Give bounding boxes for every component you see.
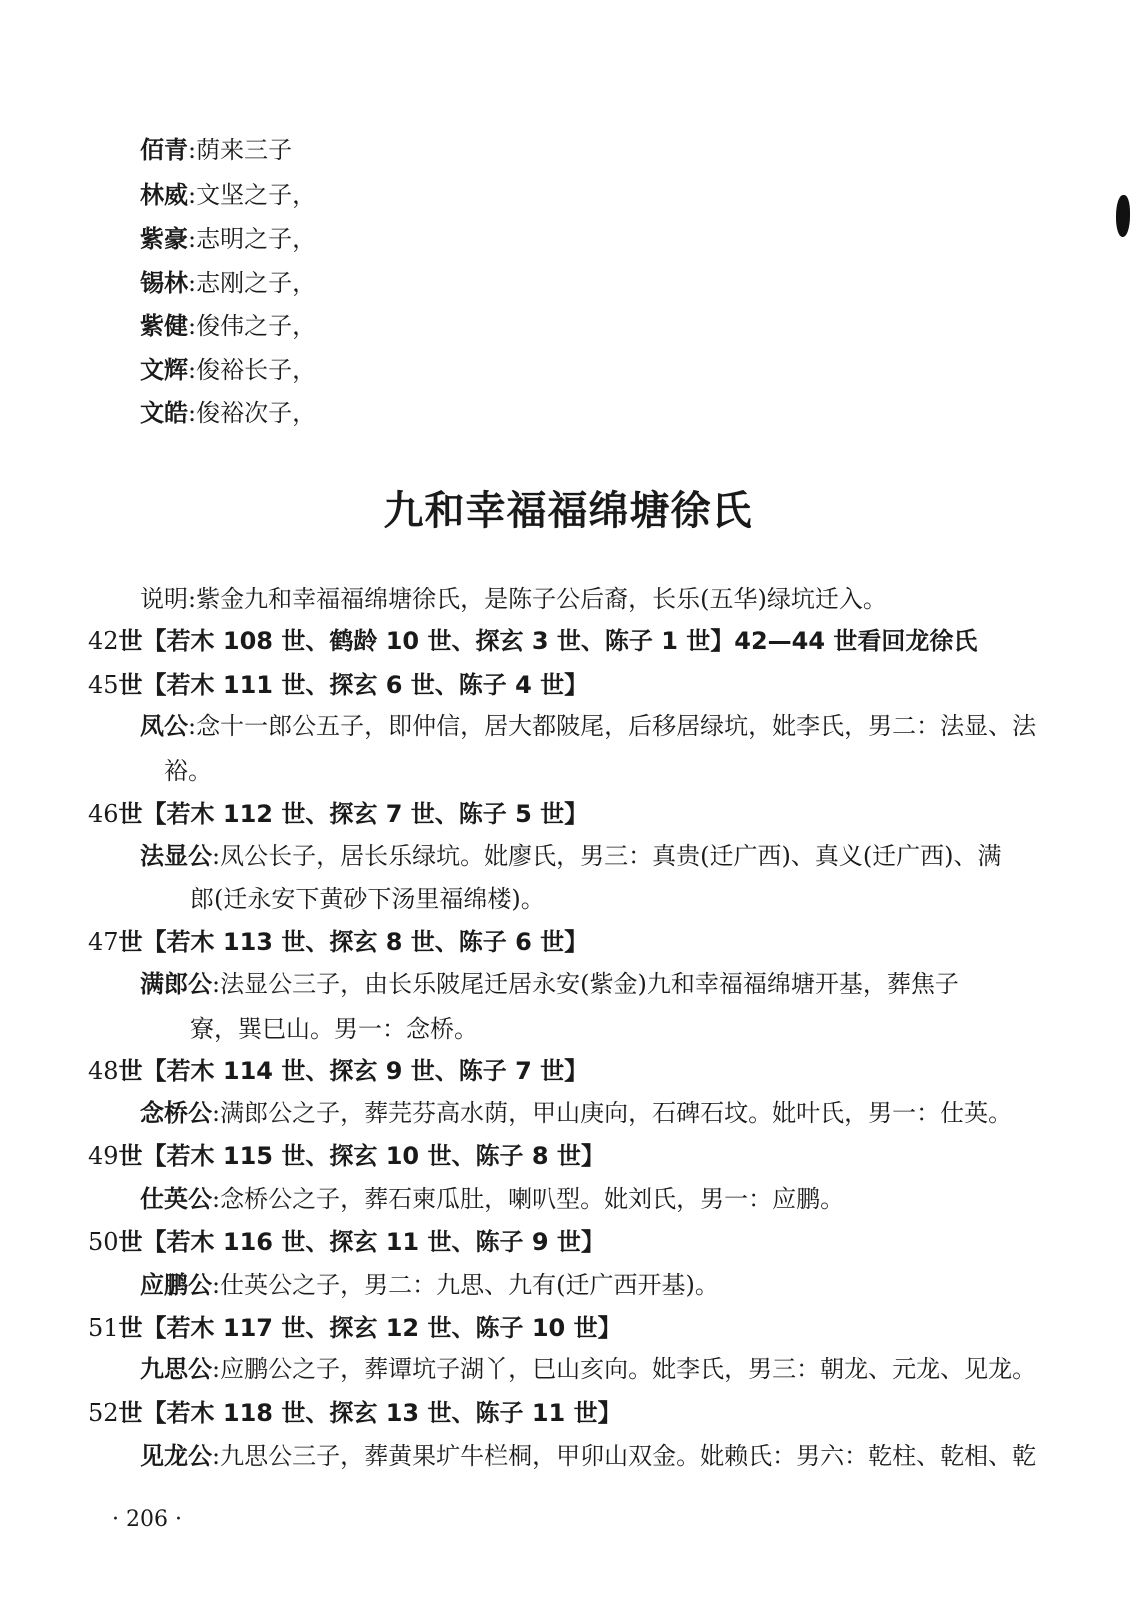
person-text: 念十一郎公五子，即仲信，居大都陂尾，后移居绿坑，妣李氏，男二：法显、法	[196, 712, 1037, 740]
person-entry	[140, 969, 959, 999]
person-text-continued: 郎(迁永安下黄砂下汤里福绵楼)。	[190, 885, 545, 913]
entry-sep: :	[188, 356, 197, 384]
generation-number: 47	[88, 928, 119, 956]
entry-name: 佰青	[140, 136, 188, 164]
person-sep: :	[188, 712, 197, 740]
entry-sep: :	[188, 181, 197, 209]
person-sep: :	[212, 1355, 221, 1383]
entry-desc: 俊伟之子，	[196, 312, 317, 340]
generation-heading	[88, 1227, 605, 1257]
person-name: 满郎公	[140, 970, 212, 998]
person-text: 法显公三子，由长乐陂尾迁居永安(紫金)九和幸福福绵塘开基，葬焦子	[220, 970, 959, 998]
person-entry-continued	[190, 884, 545, 914]
entry-name: 锡林	[140, 269, 188, 297]
entry-desc: 志刚之子，	[196, 269, 317, 297]
person-sep: :	[212, 842, 221, 870]
entry-desc: 荫来三子	[196, 136, 293, 164]
person-text: 满郎公之子，葬芫芬高水荫，甲山庚向，石碑石坟。妣叶氏，男一：仕英。	[220, 1099, 1013, 1127]
generation-heading	[88, 927, 588, 957]
person-text: 仕英公之子，男二：九思、九有(迁广西开基)。	[220, 1271, 719, 1299]
person-text-continued: 寮，巽巳山。男一：念桥。	[190, 1015, 478, 1043]
person-entry	[140, 1441, 1036, 1471]
entry-line	[140, 355, 316, 385]
person-text: 九思公三子，葬黄果圹牛栏桐，甲卯山双金。妣赖氏：男六：乾柱、乾相、乾	[220, 1442, 1037, 1470]
generation-text: 世【若木 116 世、探玄 11 世、陈子 9 世】	[118, 1228, 605, 1256]
person-entry	[140, 1098, 1012, 1128]
intro-text: 紫金九和幸福福绵塘徐氏，是陈子公后裔，长乐(五华)绿坑迁入。	[196, 585, 887, 613]
generation-text: 世【若木 118 世、探玄 13 世、陈子 11 世】	[118, 1399, 622, 1427]
person-sep: :	[212, 1099, 221, 1127]
entry-name: 紫豪	[140, 225, 188, 253]
entry-desc: 俊裕长子，	[196, 356, 317, 384]
generation-text: 世【若木 108 世、鹤龄 10 世、探玄 3 世、陈子 1 世】42—44 世看回龙徐氏	[118, 627, 978, 655]
entry-desc: 志明之子，	[196, 225, 317, 253]
entry-line	[140, 398, 316, 428]
generation-number: 45	[88, 671, 119, 699]
entry-sep: :	[188, 225, 197, 253]
person-name: 仕英公	[140, 1185, 212, 1213]
entry-name: 紫健	[140, 312, 188, 340]
person-sep: :	[212, 1185, 221, 1213]
generation-number: 52	[88, 1399, 119, 1427]
person-entry-continued	[190, 1014, 478, 1044]
section-title: 九和幸福福绵塘徐氏	[383, 487, 753, 534]
entry-desc: 文坚之子，	[196, 181, 317, 209]
entry-sep: :	[188, 136, 197, 164]
intro-line	[140, 584, 887, 614]
entry-line	[140, 180, 316, 210]
entry-line	[140, 311, 316, 341]
person-text: 念桥公之子，葬石柬瓜肚，喇叭型。妣刘氏，男一：应鹏。	[220, 1185, 845, 1213]
entry-name: 文皓	[140, 399, 188, 427]
person-text-continued: 裕。	[164, 757, 212, 785]
generation-heading	[88, 1056, 588, 1086]
entry-sep: :	[188, 312, 197, 340]
entry-line	[140, 268, 316, 298]
person-name: 见龙公	[140, 1442, 212, 1470]
person-entry	[140, 711, 1036, 741]
person-sep: :	[212, 1442, 221, 1470]
person-name: 法显公	[140, 842, 212, 870]
person-sep: :	[212, 970, 221, 998]
person-name: 念桥公	[140, 1099, 212, 1127]
person-entry	[140, 1184, 844, 1214]
generation-number: 46	[88, 800, 119, 828]
person-entry	[140, 1354, 1036, 1384]
generation-number: 49	[88, 1142, 119, 1170]
generation-text: 世【若木 114 世、探玄 9 世、陈子 7 世】	[118, 1057, 589, 1085]
generation-number: 48	[88, 1057, 119, 1085]
generation-text: 世【若木 117 世、探玄 12 世、陈子 10 世】	[118, 1314, 622, 1342]
person-name: 九思公	[140, 1355, 212, 1383]
entry-sep: :	[188, 399, 197, 427]
entry-desc: 俊裕次子，	[196, 399, 317, 427]
generation-number: 42	[88, 627, 119, 655]
entry-line	[140, 224, 316, 254]
generation-text: 世【若木 113 世、探玄 8 世、陈子 6 世】	[118, 928, 589, 956]
person-name: 凤公	[140, 712, 188, 740]
intro-sep: :	[188, 585, 197, 613]
generation-number: 51	[88, 1314, 119, 1342]
generation-text: 世【若木 112 世、探玄 7 世、陈子 5 世】	[118, 800, 589, 828]
person-sep: :	[212, 1271, 221, 1299]
entry-line	[140, 135, 292, 165]
person-entry	[140, 841, 1002, 871]
intro-label: 说明	[140, 585, 188, 613]
generation-heading	[88, 1313, 622, 1343]
person-entry	[140, 1270, 719, 1300]
person-name: 应鹏公	[140, 1271, 212, 1299]
entry-sep: :	[188, 269, 197, 297]
generation-heading	[88, 670, 588, 700]
person-text: 应鹏公之子，葬谭坑子湖丫，巳山亥向。妣李氏，男三：朝龙、元龙、见龙。	[220, 1355, 1037, 1383]
generation-text: 世【若木 111 世、探玄 6 世、陈子 4 世】	[118, 671, 589, 699]
generation-heading	[88, 1141, 605, 1171]
generation-heading	[88, 626, 977, 656]
entry-name: 文辉	[140, 356, 188, 384]
generation-heading	[88, 799, 588, 829]
generation-text: 世【若木 115 世、探玄 10 世、陈子 8 世】	[118, 1142, 605, 1170]
person-entry-continued	[164, 756, 212, 786]
page-number: · 206 ·	[112, 1507, 182, 1532]
ink-blot	[1116, 195, 1130, 237]
generation-number: 50	[88, 1228, 119, 1256]
person-text: 凤公长子，居长乐绿坑。妣廖氏，男三：真贵(迁广西)、真义(迁广西)、满	[220, 842, 1002, 870]
entry-name: 林威	[140, 181, 188, 209]
generation-heading	[88, 1398, 622, 1428]
